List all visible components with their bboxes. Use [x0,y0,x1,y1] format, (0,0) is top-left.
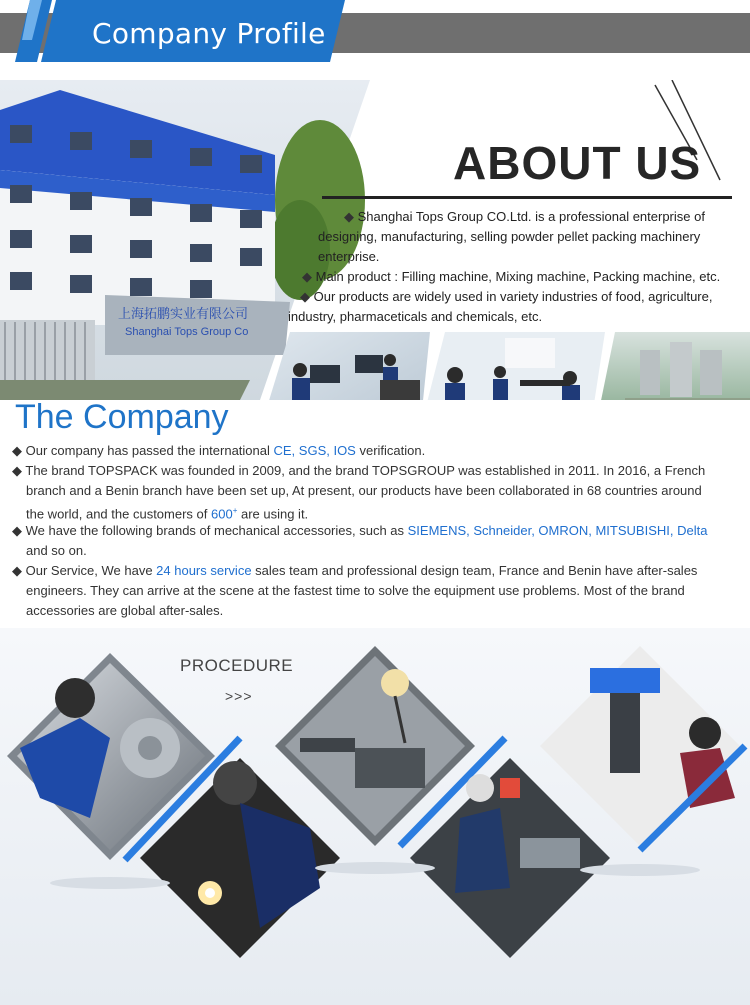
office-photo-2 [420,332,605,400]
about-divider [322,196,732,199]
bullet-icon: ◆ [12,523,22,538]
procedure-section [0,628,750,1005]
bullet-icon: ◆ [12,443,22,458]
building-sign-en: Shanghai Tops Group Co [125,326,249,338]
company-paragraph-1: ◆ Our company has passed the international CE, SGS, IOS verification. [12,443,426,458]
about-paragraph-2: ◆ Main product : Filling machine, Mixing machine, Packing machine, etc. [302,269,721,284]
company-paragraph-3: ◆ We have the following brands of mechanical accessories, such as SIEMENS, Schneider, OMRON, MITSUBISHI, Delta and so on. [12,523,708,558]
company-paragraph-2: ◆ The brand TOPSPACK was founded in 2009, and the brand TOPSGROUP was established in 2011. In 2016, a French branch and a Benin branch have been set up, At present, our products have been collaborated in 68 countries around the world, and the customers of 600+ are using it. [12,463,706,522]
page-header [0,0,750,75]
about-paragraph-1: ◆ Shanghai Tops Group CO.Ltd. is a professional enterprise of designing, manufacturing, selling powder pellet packing machinery enterprise. [318,209,705,264]
bullet-icon: ◆ [302,269,316,284]
company-title: The Company [15,398,229,436]
procedure-graphics [0,628,750,1005]
building-sign-cn: 上海拓鹏实业有限公司 [118,307,249,322]
about-hero [0,80,750,400]
page-title: Company Profile [92,17,326,50]
bullet-icon: ◆ [12,563,22,578]
about-title: ABOUT US [453,137,702,189]
bullet-icon: ◆ [344,209,358,224]
bullet-icon: ◆ [12,463,22,478]
procedure-arrow: >>> [225,688,253,704]
procedure-label: PROCEDURE [180,656,294,675]
company-paragraph-4: ◆ Our Service, We have 24 hours service sales team and professional design team, France and Benin have after-sales engineers. They can arrive at the scene at the fastest time to solve the equipment use problems. Most of the brand accessories are global after-sales. [12,563,698,618]
about-paragraph-3: ◆ Our products are widely used in variety industries of food, agriculture, industry, pharmaceticals and chemicals, etc. [288,289,713,324]
factory-photo [595,332,750,400]
bullet-icon: ◆ [300,289,314,304]
